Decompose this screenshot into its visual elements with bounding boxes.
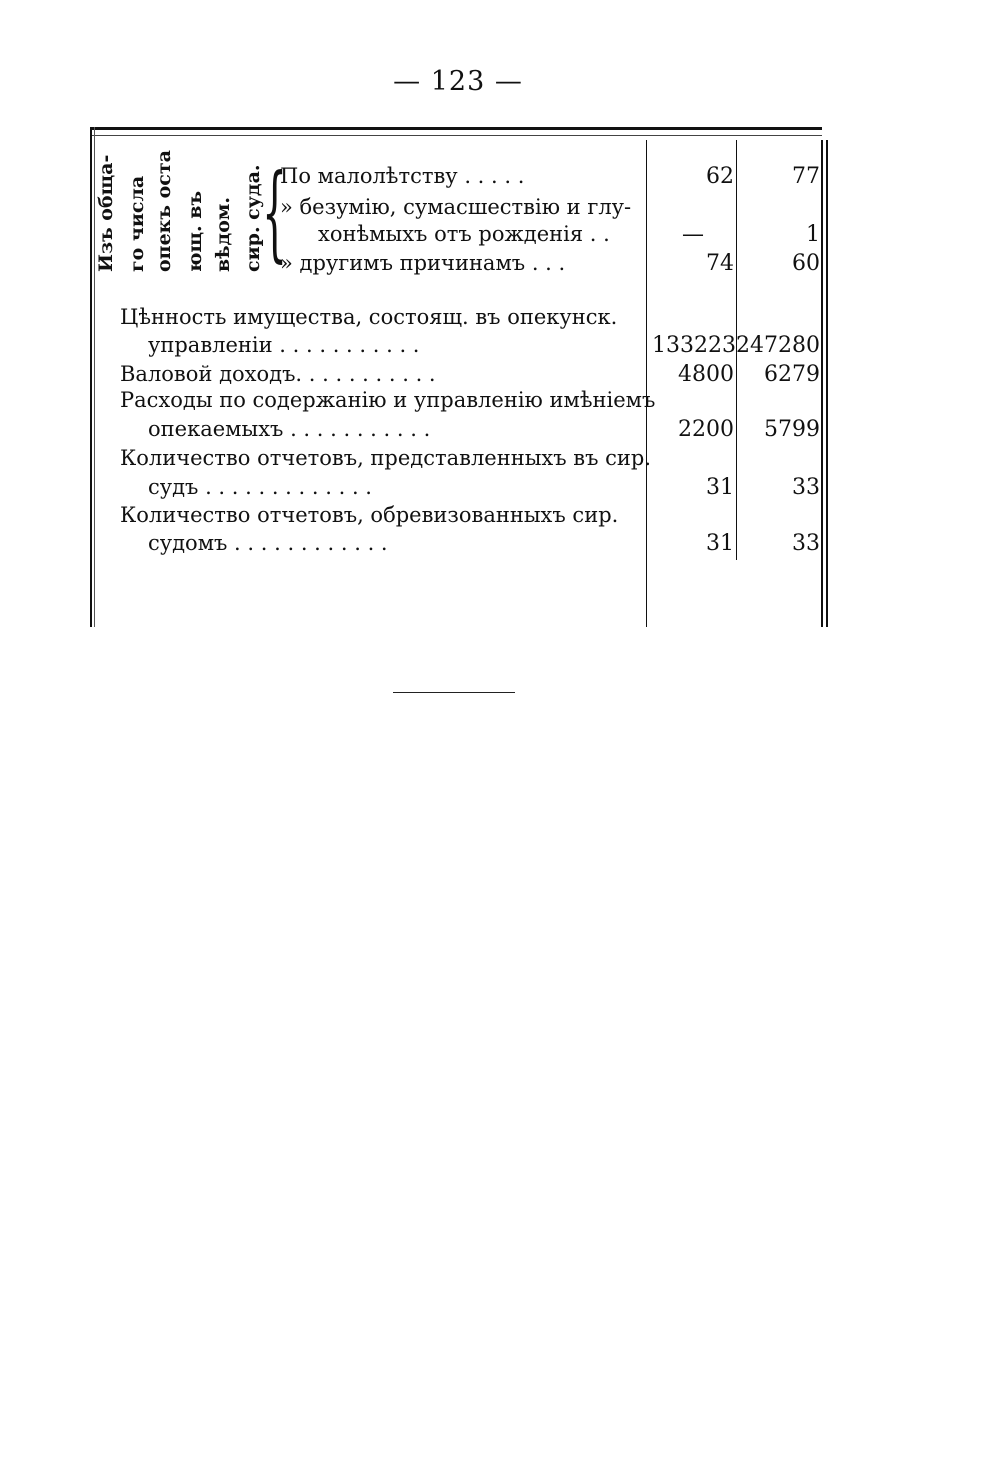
row-col2: 5799	[764, 417, 820, 442]
closing-rule	[393, 692, 515, 693]
sub-row-col1: —	[682, 222, 704, 247]
vertical-heading-line-1: Изъ обща-	[95, 154, 117, 272]
row-col2: 6279	[764, 362, 820, 387]
row-line1: Количество отчетовъ, обревизованныхъ сир.	[120, 503, 619, 527]
row-line2: опекаемыхъ . . . . . . . . . . .	[148, 417, 431, 441]
row-line2: управленіи . . . . . . . . . . .	[148, 333, 420, 357]
vertical-heading-line-3: опекъ оста	[153, 150, 175, 272]
row-line1: Валовой доходъ. . . . . . . . . . .	[120, 362, 436, 386]
row-line2: судъ . . . . . . . . . . . . .	[148, 475, 372, 499]
vertical-heading-line-2: го числа	[126, 175, 148, 272]
table-right-border-outer	[826, 140, 828, 627]
page-number: — 123 —	[393, 66, 523, 97]
row-line2: судомъ . . . . . . . . . . . .	[148, 531, 388, 555]
sub-row-col2: 77	[792, 164, 820, 189]
vertical-heading-line-4: ющ. въ	[184, 190, 206, 272]
sub-row-col1: 62	[706, 164, 734, 189]
row-col1: 133223	[652, 333, 736, 358]
row-col2: 33	[792, 531, 820, 556]
row-col1: 31	[706, 531, 734, 556]
table-left-border	[90, 127, 92, 627]
table-top-rule-thin	[92, 135, 822, 136]
sub-row-label: » другимъ причинамъ . . .	[280, 251, 566, 275]
table-right-border	[821, 140, 823, 627]
vertical-heading-line-5: вѣдом.	[212, 196, 234, 272]
sub-row-label: » безумію, сумасшествію и глу-	[280, 195, 632, 219]
row-col2: 247280	[736, 333, 820, 358]
column-divider-1	[646, 140, 647, 627]
row-line1: Цѣнность имущества, состоящ. въ опекунск.	[120, 305, 618, 329]
row-col2: 33	[792, 475, 820, 500]
row-line1: Расходы по содержанію и управленію имѣніемъ	[120, 388, 656, 412]
vertical-heading-line-6: сир. суда.	[242, 164, 264, 272]
sub-row-col2: 60	[792, 251, 820, 276]
brace: {	[262, 151, 288, 273]
row-col1: 2200	[678, 417, 734, 442]
row-col1: 31	[706, 475, 734, 500]
table-top-rule	[92, 127, 822, 130]
sub-row-col2: 1	[806, 222, 820, 247]
row-line1: Количество отчетовъ, представленныхъ въ сир.	[120, 446, 652, 470]
sub-row-label: хонѣмыхъ отъ рожденія . .	[318, 222, 610, 246]
row-col1: 4800	[678, 362, 734, 387]
sub-row-label: По малолѣтству . . . . .	[280, 164, 525, 188]
sub-row-col1: 74	[706, 251, 734, 276]
